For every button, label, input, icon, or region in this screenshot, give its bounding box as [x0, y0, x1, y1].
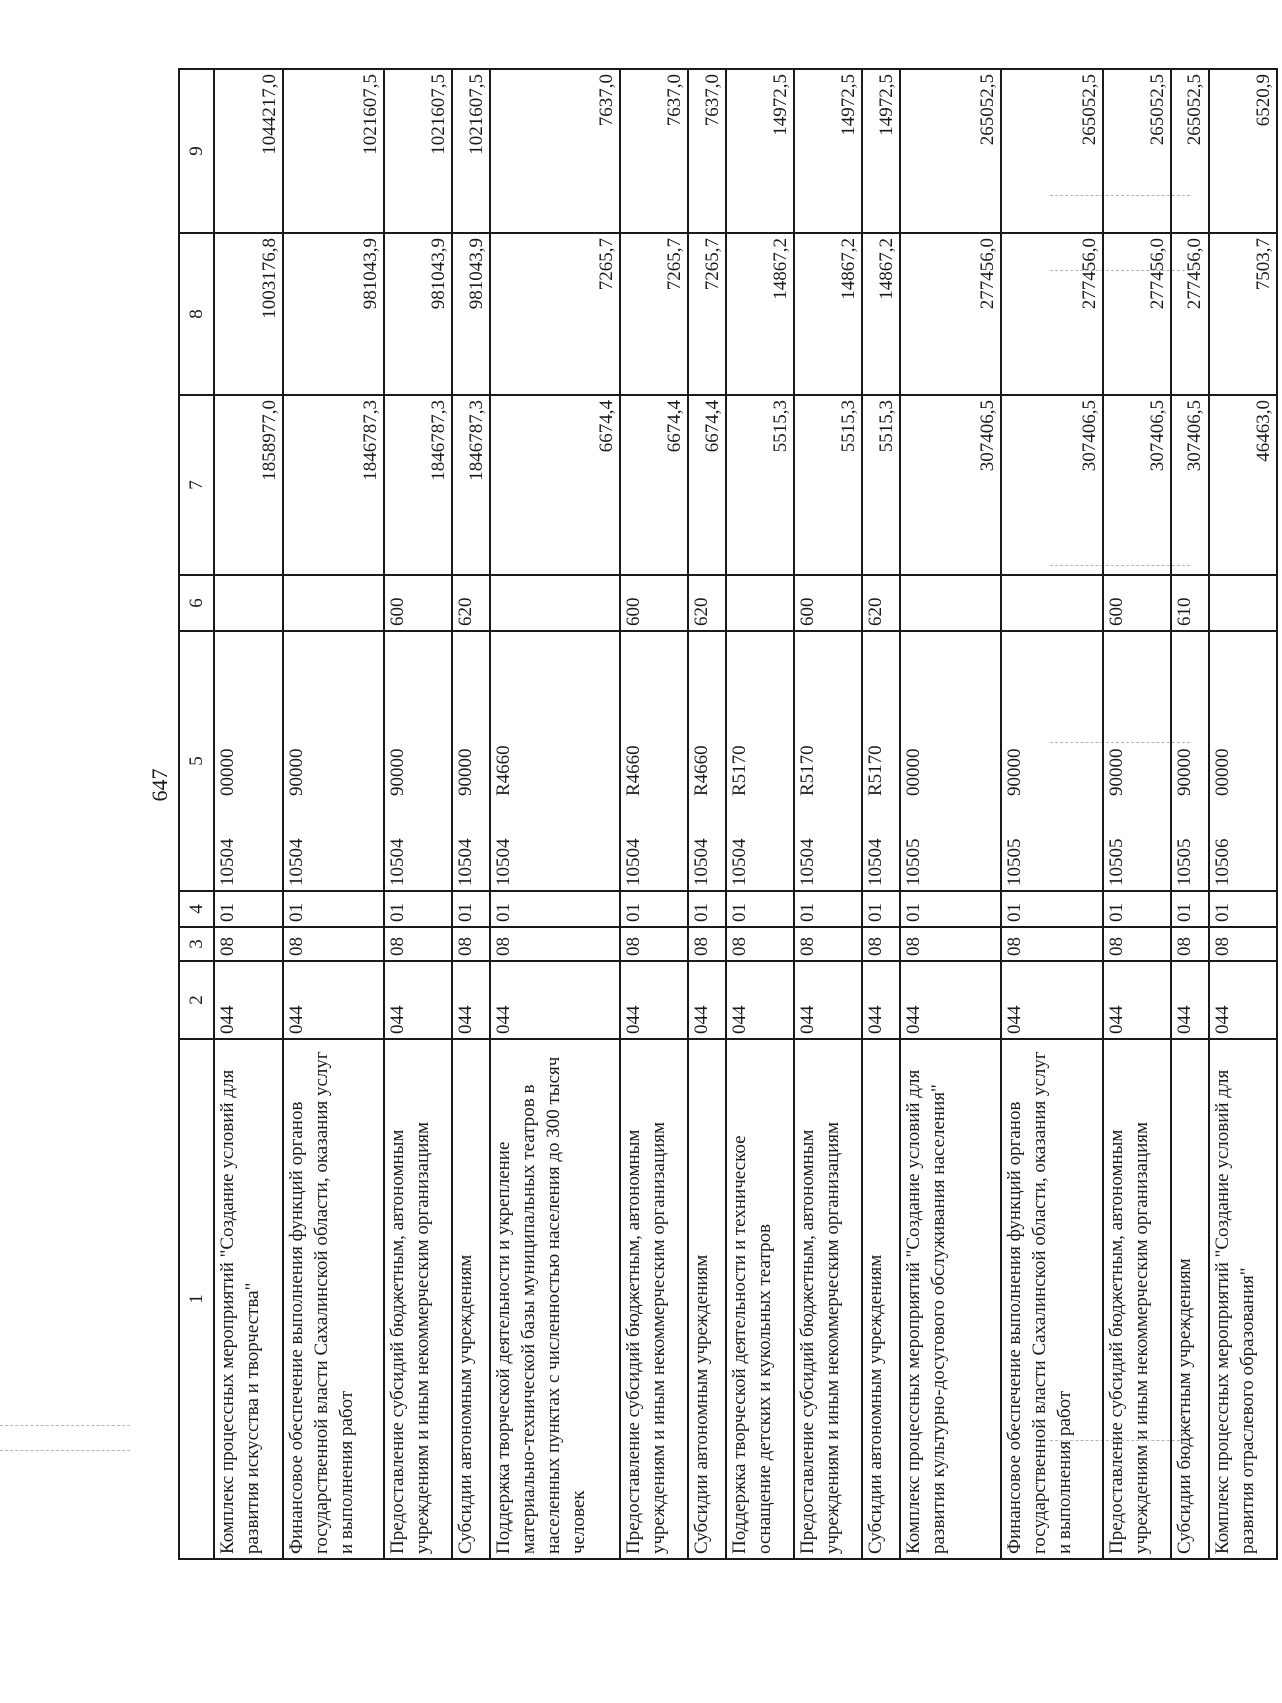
section-code: 08	[490, 927, 620, 961]
table-row	[384, 69, 452, 1559]
row-name: Поддержка творческой деятельности и техническое оснащение детских и кукольных театров	[726, 1039, 794, 1559]
amount-col-9: 14972,5	[726, 69, 794, 233]
subsection-code: 01	[384, 891, 452, 927]
target-article-part1: 10504	[797, 838, 819, 886]
row-name: Субсидии автономным учреждениям	[452, 1039, 489, 1559]
target-article-code	[688, 631, 725, 891]
target-article-code	[726, 631, 794, 891]
amount-col-7: 5515,3	[726, 395, 794, 575]
row-name: Финансовое обеспечение выполнения функций органов государственной власти Сахалинской области, оказания услуг и выполнения работ	[283, 1039, 384, 1559]
amount-col-7: 46463,0	[1209, 395, 1278, 575]
expense-type-code: 600	[794, 575, 862, 631]
subsection-code: 01	[726, 891, 794, 927]
section-code: 08	[1001, 927, 1102, 961]
amount-col-8: 277456,0	[1001, 233, 1102, 395]
target-article-part2: R4660	[492, 745, 514, 796]
amount-col-9: 7637,0	[688, 69, 725, 233]
section-code: 08	[862, 927, 899, 961]
budget-table	[178, 68, 1278, 1560]
target-article-code	[452, 631, 489, 891]
subsection-code: 01	[490, 891, 620, 927]
amount-col-9: 7637,0	[490, 69, 620, 233]
ministry-code: 044	[794, 961, 862, 1039]
table-row	[620, 69, 688, 1559]
column-header: 3	[179, 927, 214, 961]
expense-type-code	[214, 575, 282, 631]
amount-col-7: 1846787,3	[452, 395, 489, 575]
row-name: Финансовое обеспечение выполнения функций органов государственной власти Сахалинской области, оказания услуг и выполнения работ	[1001, 1039, 1102, 1559]
column-header: 1	[179, 1039, 214, 1559]
amount-col-8: 981043,9	[452, 233, 489, 395]
amount-col-7: 6674,4	[620, 395, 688, 575]
target-article-code	[214, 631, 282, 891]
target-article-part2: 90000	[1105, 748, 1127, 796]
expense-type-code: 610	[1171, 575, 1208, 631]
table-row	[1171, 69, 1208, 1559]
table-row	[214, 69, 282, 1559]
ministry-code: 044	[900, 961, 1001, 1039]
expense-type-code	[900, 575, 1001, 631]
subsection-code: 01	[1103, 891, 1171, 927]
target-article-part2: R4660	[622, 745, 644, 796]
amount-col-8: 277456,0	[900, 233, 1001, 395]
expense-type-code	[490, 575, 620, 631]
ministry-code: 044	[1001, 961, 1102, 1039]
amount-col-8: 277456,0	[1171, 233, 1208, 395]
amount-col-9: 14972,5	[862, 69, 899, 233]
section-code: 08	[283, 927, 384, 961]
amount-col-8: 1003176,8	[214, 233, 282, 395]
target-article-part1: 10504	[728, 838, 750, 886]
subsection-code: 01	[1171, 891, 1208, 927]
target-article-part1: 10504	[455, 838, 477, 886]
section-code: 08	[794, 927, 862, 961]
ministry-code: 044	[862, 961, 899, 1039]
table-row	[900, 69, 1001, 1559]
expense-type-code: 620	[862, 575, 899, 631]
expense-type-code	[1209, 575, 1278, 631]
expense-type-code	[1001, 575, 1102, 631]
ministry-code: 044	[490, 961, 620, 1039]
amount-col-8: 14867,2	[862, 233, 899, 395]
ministry-code: 044	[1209, 961, 1278, 1039]
amount-col-8: 7265,7	[620, 233, 688, 395]
amount-col-9: 1021607,5	[384, 69, 452, 233]
amount-col-8: 7265,7	[490, 233, 620, 395]
table-row	[283, 69, 384, 1559]
target-article-part2: 90000	[285, 748, 307, 796]
column-header: 6	[179, 575, 214, 631]
ministry-code: 044	[620, 961, 688, 1039]
amount-col-9: 265052,5	[1103, 69, 1171, 233]
section-code: 08	[452, 927, 489, 961]
expense-type-code	[726, 575, 794, 631]
row-name: Комплекс процессных мероприятий "Создание условий для развития культурно-досугового обслуживания населения"	[900, 1039, 1001, 1559]
amount-col-8: 14867,2	[726, 233, 794, 395]
target-article-part2: R4660	[691, 745, 713, 796]
target-article-code	[1209, 631, 1278, 891]
amount-col-7: 1858977,0	[214, 395, 282, 575]
target-article-part2: 00000	[217, 748, 239, 796]
section-code: 08	[214, 927, 282, 961]
ministry-code: 044	[384, 961, 452, 1039]
subsection-code: 01	[688, 891, 725, 927]
section-code: 08	[1103, 927, 1171, 961]
column-header: 4	[179, 891, 214, 927]
amount-col-9: 1021607,5	[283, 69, 384, 233]
row-name: Субсидии автономным учреждениям	[688, 1039, 725, 1559]
target-article-part2: 90000	[387, 748, 409, 796]
row-name: Комплекс процессных мероприятий "Создание условий для развития искусства и творчества"	[214, 1039, 282, 1559]
table-row	[452, 69, 489, 1559]
row-name: Предоставление субсидий бюджетным, автономным учреждениям и иным некоммерческим организациям	[794, 1039, 862, 1559]
subsection-code: 01	[283, 891, 384, 927]
target-article-part1: 10505	[1174, 838, 1196, 886]
amount-col-7: 307406,5	[1001, 395, 1102, 575]
target-article-part2: R5170	[728, 745, 750, 796]
subsection-code: 01	[214, 891, 282, 927]
target-article-part1: 10504	[285, 838, 307, 886]
expense-type-code: 620	[452, 575, 489, 631]
scan-artifact-line	[0, 1425, 130, 1426]
table-row	[1001, 69, 1102, 1559]
amount-col-9: 265052,5	[1001, 69, 1102, 233]
target-article-code	[794, 631, 862, 891]
amount-col-7: 307406,5	[1103, 395, 1171, 575]
amount-col-7: 5515,3	[794, 395, 862, 575]
target-article-part2: R5170	[865, 745, 887, 796]
target-article-part1: 10504	[387, 838, 409, 886]
row-name: Предоставление субсидий бюджетным, автономным учреждениям и иным некоммерческим организациям	[1103, 1039, 1171, 1559]
ministry-code: 044	[214, 961, 282, 1039]
ministry-code: 044	[726, 961, 794, 1039]
row-name: Предоставление субсидий бюджетным, автономным учреждениям и иным некоммерческим организациям	[620, 1039, 688, 1559]
section-code: 08	[1209, 927, 1278, 961]
amount-col-7: 1846787,3	[384, 395, 452, 575]
target-article-code	[862, 631, 899, 891]
target-article-code	[900, 631, 1001, 891]
ministry-code: 044	[1103, 961, 1171, 1039]
table-row	[794, 69, 862, 1559]
subsection-code: 01	[1001, 891, 1102, 927]
target-article-part1: 10504	[492, 838, 514, 886]
section-code: 08	[688, 927, 725, 961]
expense-type-code	[283, 575, 384, 631]
column-header: 2	[179, 961, 214, 1039]
subsection-code: 01	[900, 891, 1001, 927]
target-article-part1: 10505	[1004, 838, 1026, 886]
ministry-code: 044	[1171, 961, 1208, 1039]
section-code: 08	[1171, 927, 1208, 961]
ministry-code: 044	[688, 961, 725, 1039]
amount-col-9: 265052,5	[1171, 69, 1208, 233]
row-name: Предоставление субсидий бюджетным, автономным учреждениям и иным некоммерческим организациям	[384, 1039, 452, 1559]
header-row	[179, 69, 214, 1559]
amount-col-9: 14972,5	[794, 69, 862, 233]
expense-type-code: 600	[620, 575, 688, 631]
amount-col-9: 1044217,0	[214, 69, 282, 233]
amount-col-8: 981043,9	[283, 233, 384, 395]
amount-col-8: 277456,0	[1103, 233, 1171, 395]
target-article-code	[283, 631, 384, 891]
row-name: Поддержка творческой деятельности и укрепление материально-технической базы муниципальных театров в населенных пунктах с численностью населения до 300 тысяч человек	[490, 1039, 620, 1559]
scan-artifact-line	[0, 1450, 130, 1451]
section-code: 08	[620, 927, 688, 961]
column-header: 7	[179, 395, 214, 575]
amount-col-9: 6520,9	[1209, 69, 1278, 233]
column-header: 8	[179, 233, 214, 395]
target-article-part2: 00000	[902, 748, 924, 796]
row-name: Комплекс процессных мероприятий "Создание условий для развития отраслевого образования"	[1209, 1039, 1278, 1559]
expense-type-code: 600	[1103, 575, 1171, 631]
amount-col-9: 7637,0	[620, 69, 688, 233]
target-article-code	[1171, 631, 1208, 891]
target-article-part1: 10504	[865, 838, 887, 886]
page-number: 647	[147, 768, 172, 802]
subsection-code: 01	[794, 891, 862, 927]
row-name: Субсидии бюджетным учреждениям	[1171, 1039, 1208, 1559]
table-row	[1103, 69, 1171, 1559]
amount-col-8: 7265,7	[688, 233, 725, 395]
table-row	[726, 69, 794, 1559]
target-article-part1: 10504	[691, 838, 713, 886]
column-header: 5	[179, 631, 214, 891]
amount-col-8: 7503,7	[1209, 233, 1278, 395]
subsection-code: 01	[862, 891, 899, 927]
rotated-document	[142, 70, 1282, 1560]
subsection-code: 01	[452, 891, 489, 927]
amount-col-7: 1846787,3	[283, 395, 384, 575]
target-article-code	[1103, 631, 1171, 891]
table-row	[862, 69, 899, 1559]
target-article-part1: 10505	[902, 838, 924, 886]
ministry-code: 044	[283, 961, 384, 1039]
target-article-part2: 90000	[1004, 748, 1026, 796]
subsection-code: 01	[1209, 891, 1278, 927]
table-row	[490, 69, 620, 1559]
column-header: 9	[179, 69, 214, 233]
section-code: 08	[900, 927, 1001, 961]
target-article-part1: 10504	[622, 838, 644, 886]
amount-col-7: 307406,5	[900, 395, 1001, 575]
amount-col-7: 5515,3	[862, 395, 899, 575]
section-code: 08	[384, 927, 452, 961]
target-article-part2: 90000	[455, 748, 477, 796]
table-row	[1209, 69, 1278, 1559]
target-article-part1: 10506	[1211, 838, 1233, 886]
target-article-code	[620, 631, 688, 891]
target-article-part2: R5170	[797, 745, 819, 796]
subsection-code: 01	[620, 891, 688, 927]
amount-col-8: 14867,2	[794, 233, 862, 395]
target-article-part2: 90000	[1174, 748, 1196, 796]
section-code: 08	[726, 927, 794, 961]
amount-col-7: 6674,4	[490, 395, 620, 575]
expense-type-code: 600	[384, 575, 452, 631]
ministry-code: 044	[452, 961, 489, 1039]
amount-col-8: 981043,9	[384, 233, 452, 395]
target-article-part2: 00000	[1211, 748, 1233, 796]
amount-col-9: 265052,5	[900, 69, 1001, 233]
amount-col-9: 1021607,5	[452, 69, 489, 233]
target-article-code	[490, 631, 620, 891]
amount-col-7: 6674,4	[688, 395, 725, 575]
target-article-code	[1001, 631, 1102, 891]
target-article-part1: 10504	[217, 838, 239, 886]
target-article-code	[384, 631, 452, 891]
table-row	[688, 69, 725, 1559]
expense-type-code: 620	[688, 575, 725, 631]
target-article-part1: 10505	[1105, 838, 1127, 886]
row-name: Субсидии автономным учреждениям	[862, 1039, 899, 1559]
amount-col-7: 307406,5	[1171, 395, 1208, 575]
